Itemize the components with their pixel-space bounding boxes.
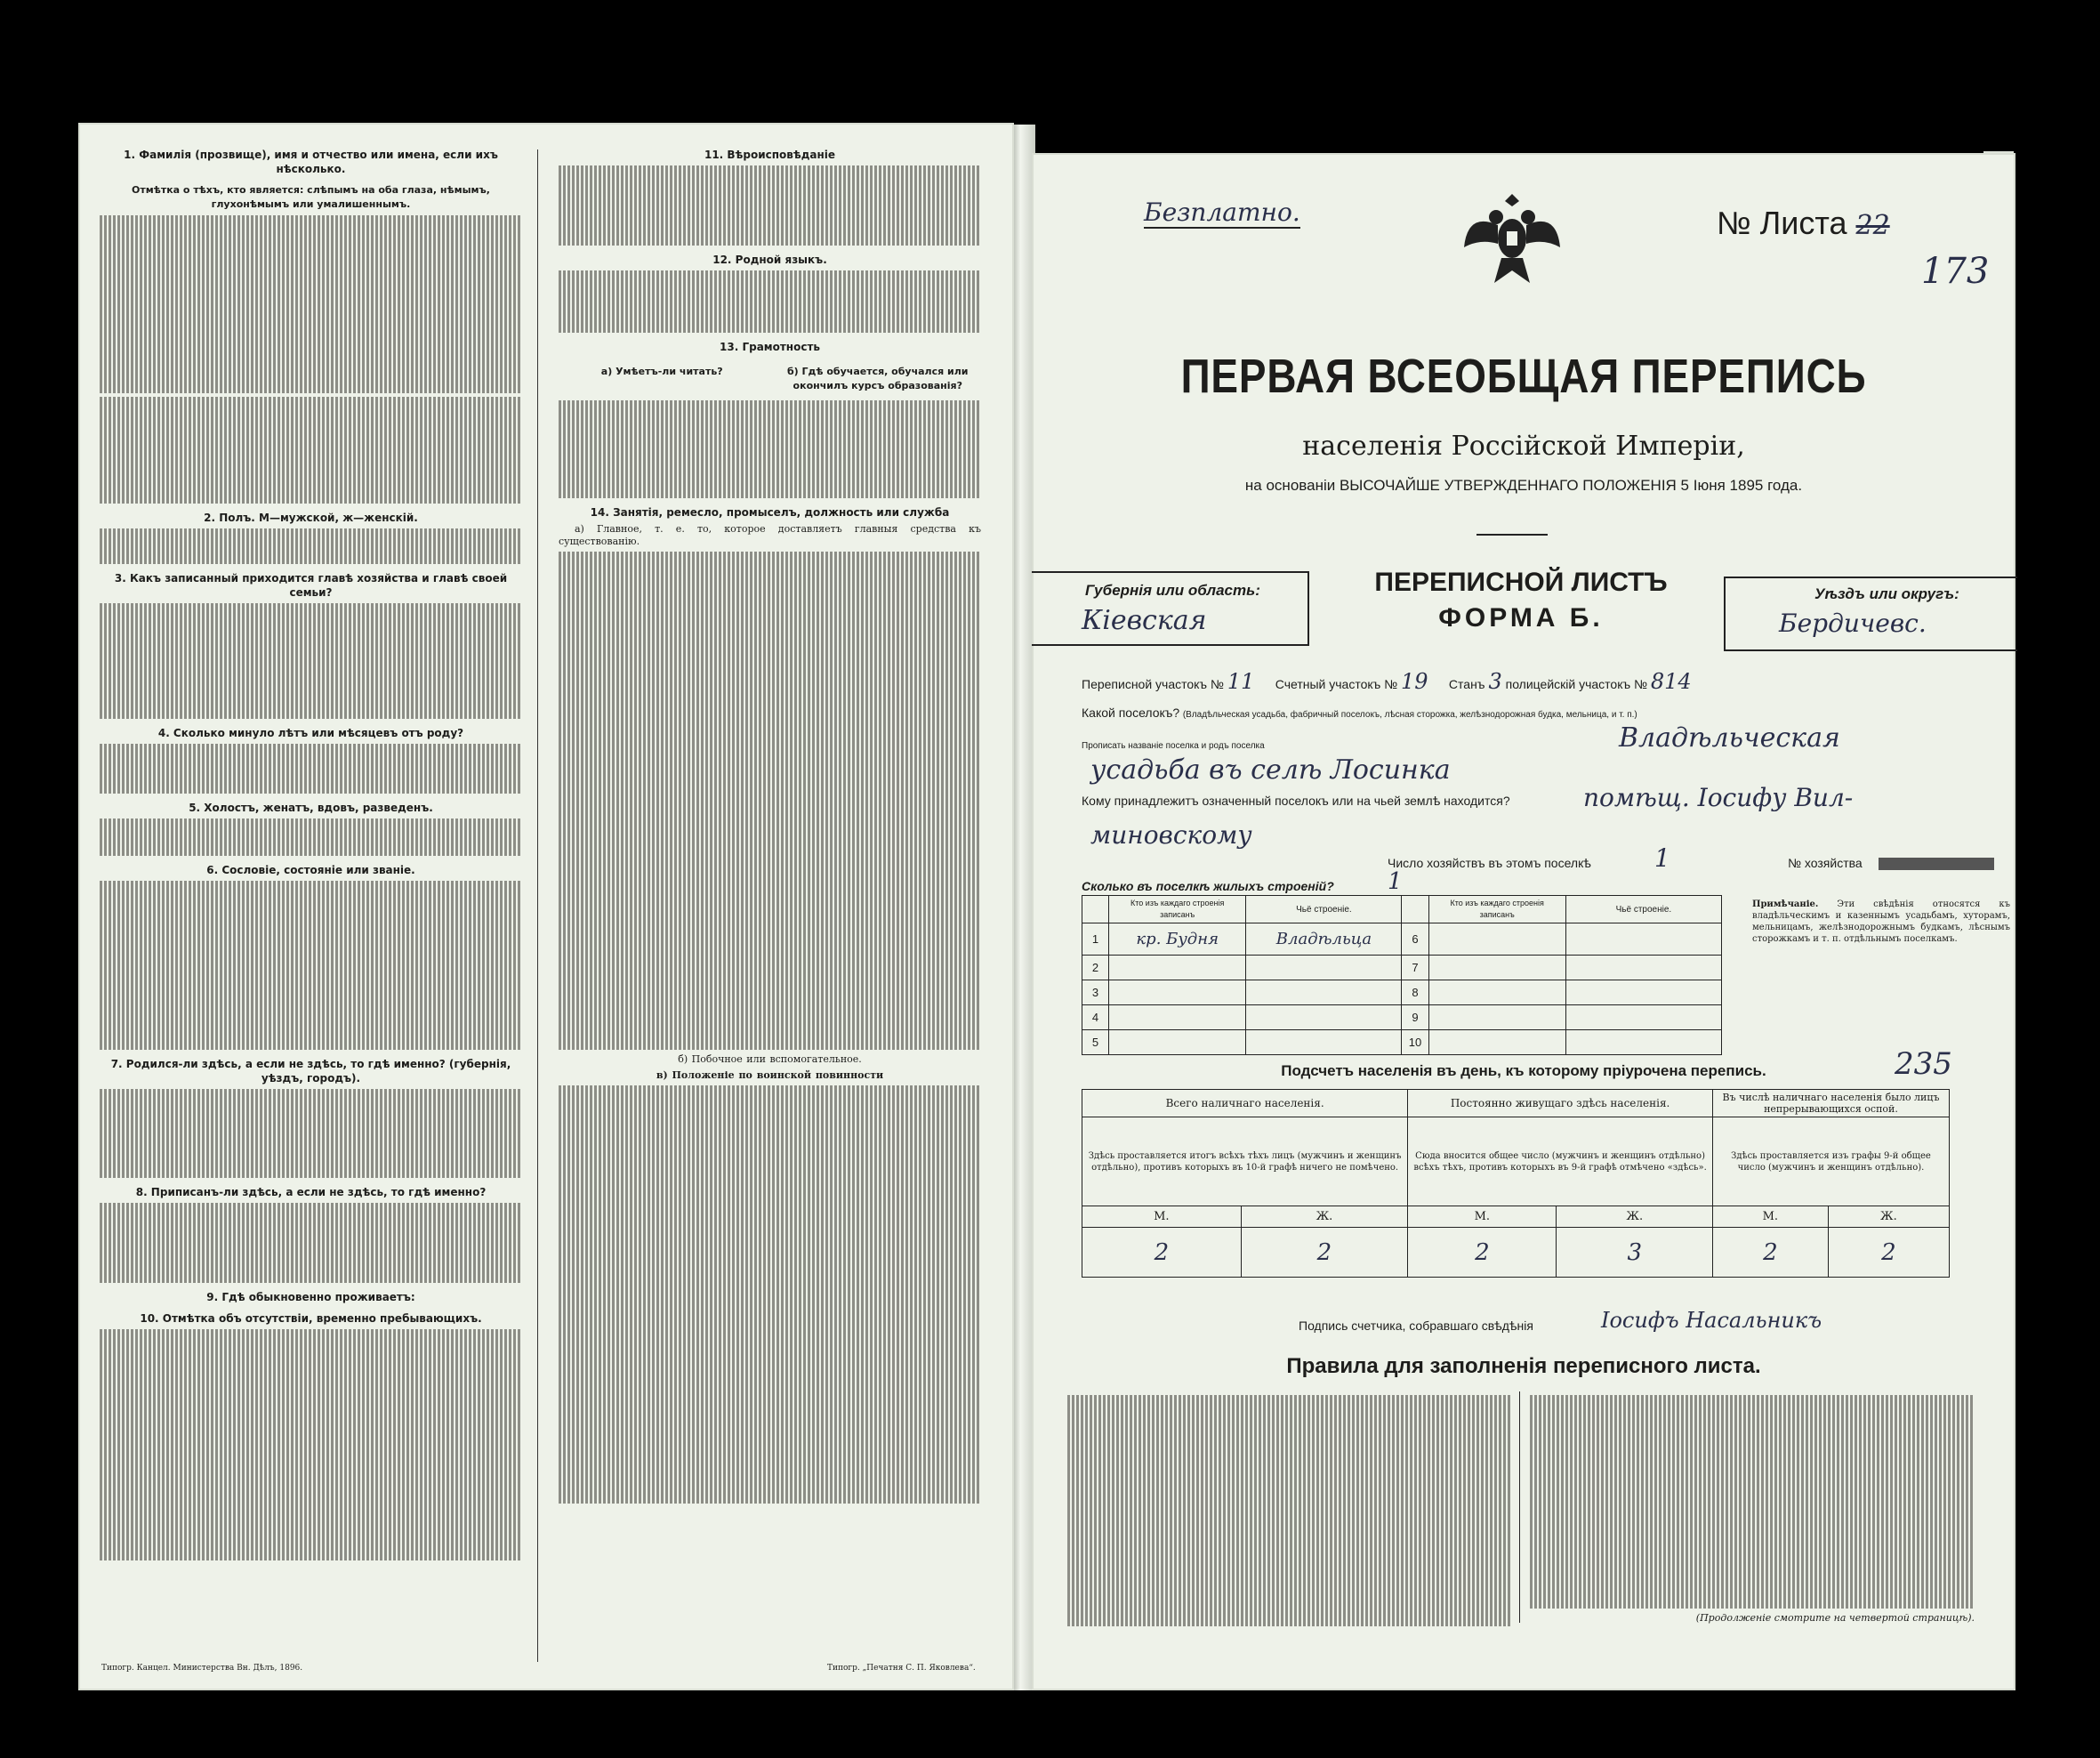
province-value: Кіевская [1082,605,1207,636]
body-text-block [559,552,981,1050]
right-page-census-form [1032,153,2016,1690]
q14-sub-c: в) Положеніе по воинской повинности [656,1069,884,1081]
q7-title: 7. Родился-ли здѣсь, а если не здѣсь, то гдѣ именно? (губернія, уѣздъ, городъ). [110,1058,511,1085]
q1-note: Отмѣтка о тѣхъ, кто является: слѣпымъ на оба глаза, нѣмымъ, глухонѣмымъ или умалишеннымъ. [132,184,490,210]
body-text-block [100,881,522,1050]
population-count-table: Всего наличнаго населенія. Постоянно живущаго здѣсь населенія. Въ числѣ наличнаго населенія было лицъ непрерывающихся оспой. Здѣсь проставляется итогъ всѣхъ тѣхъ лицъ (мужчинъ и женщинъ отдѣльно), противъ которыхъ въ 10-й графѣ ничего не помѣчено. Сюда вносится общее число (мужчинъ и женщинъ отдѣльно) всѣхъ тѣхъ, противъ которыхъ въ 9-й графѣ отмѣчено «здѣсь». Здѣсь проставляется изъ графы 9-й общее число (мужчинъ и женщинъ отдѣльно). М. Ж. М. Ж. М. Ж. 2 2 2 3 2 2 [1082,1089,1950,1278]
body-text-block [100,397,522,504]
left-footer-2: Типогр. „Печатня С. П. Яковлева“. [827,1664,976,1673]
q13b-title: б) Гдѣ обучается, обучался или окончилъ курсъ образованія? [787,366,969,391]
count-title: Подсчетъ населенія въ день, къ которому пріурочена перепись. [1281,1062,1766,1079]
body-text-block [100,215,522,393]
q14-sub-a: а) Главное, т. е. то, которое доставляетъ главныя средства къ существованію. [559,523,981,547]
body-text-block [1067,1395,1512,1626]
table-row: 2 7 [1082,956,1722,980]
district-box [1724,577,2017,651]
count-col-desc: Сюда вносится общее число (мужчинъ и женщинъ отдѣльно) всѣхъ тѣхъ, противъ которыхъ въ 9-й графѣ отмѣчено «здѣсь». [1408,1117,1713,1206]
left-footer-1: Типогр. Канцел. Министерства Вн. Дѣлъ, 1896. [101,1664,303,1673]
owner-label: Кому принадлежитъ означенный поселокъ или на чьей землѣ находится? [1082,794,1510,808]
bld-col-head: Кто изъ каждаго строенія записанъ [1428,896,1565,923]
column-divider [537,149,538,1662]
signature-value: Іосифъ Насальникъ [1601,1308,1822,1333]
q10-title: 10. Отмѣтка объ отсутствіи, временно пребывающихъ. [140,1312,482,1325]
sheet-number-struck: 22 [1855,210,1890,241]
bld-col-head: Кто изъ каждаго строенія записанъ [1109,896,1246,923]
instructions-column-2 [559,141,981,1507]
count-col-head: Всего наличнаго населенія. [1082,1090,1408,1117]
body-text-block [100,528,522,564]
police-value: 814 [1650,669,1692,694]
q13-title: 13. Грамотность [720,341,820,353]
q1-title: 1. Фамилія (прозвище), имя и отчество или имена, если ихъ нѣсколько. [124,149,498,175]
rules-footer: (Продолженіе смотрите на четвертой страницѣ). [1695,1612,1975,1624]
settlement-hint-2: Прописать названіе поселка и родъ поселка [1082,741,1265,751]
q11-title: 11. Вѣроисповѣданіе [704,149,836,161]
count-col-desc: Здѣсь проставляется итогъ всѣхъ тѣхъ лицъ (мужчинъ и женщинъ отдѣльно), противъ которыхъ въ 10-й графѣ ничего не помѣчено. [1082,1117,1408,1206]
census-subtitle: населенія Россійской Имперіи, [1302,431,1745,462]
households-value: 1 [1654,843,1670,873]
imperial-eagle-emblem [1459,185,1565,292]
instructions-column-1 [100,141,522,1564]
rules-divider [1519,1391,1520,1623]
district-label: Уѣздъ или округъ: [1814,585,1959,602]
body-text-block [100,819,522,856]
body-text-block [100,744,522,794]
q12-title: 12. Родной языкъ. [712,254,827,266]
q8-title: 8. Приписанъ-ли здѣсь, а если не здѣсь, то гдѣ именно? [135,1186,487,1198]
q9-title: 9. Гдѣ обыкновенно проживаетъ: [206,1291,415,1303]
household-no-label: № хозяйства [1788,856,1863,870]
signature-label: Подпись счетчика, собравшаго свѣдѣнія [1299,1318,1533,1333]
buildings-label: Сколько въ поселкѣ жилыхъ строеній? [1082,879,1334,893]
buildings-table [1082,895,1722,1055]
q6-title: 6. Сословіе, состояніе или званіе. [206,864,415,876]
bld-col-head: Чьё строеніе. [1246,896,1402,923]
count-col-desc: Здѣсь проставляется изъ графы 9-й общее число (мужчинъ и женщинъ отдѣльно). [1712,1117,1949,1206]
form-subtitle: ФОРМА Б. [1438,603,1604,633]
census-section-value: 11 [1227,669,1255,694]
sheet-number-handwritten: 173 [1921,251,1990,292]
settlement-value-2: усадьба въ селѣ Лосинка [1090,754,1451,786]
table-row: 3 8 [1082,980,1722,1005]
q14-title: 14. Занятія, ремесло, промыселъ, должность или служба [590,506,950,519]
body-text-block [100,1203,522,1283]
sheet-number: № Листа 22 [1717,205,1890,241]
q14-sub-b: б) Побочное или вспомогательное. [678,1053,862,1065]
body-text-block [1530,1395,1975,1609]
table-row: 4 9 [1082,1005,1722,1030]
count-col-head: Постоянно живущаго здѣсь населенія. [1408,1090,1713,1117]
rules-column-1 [1067,1391,1512,1630]
left-page [78,123,1014,1690]
divider [1476,534,1548,536]
owner-value-1: помѣщ. Іосифу Вил- [1583,783,1854,812]
q3-title: 3. Какъ записанный приходится главѣ хозяйства и главѣ своей семьи? [114,572,508,599]
q2-title: 2. Полъ. М—мужской, ж—женскій. [204,512,418,524]
household-no-redacted [1879,858,1994,870]
buildings-value: 1 [1388,868,1403,895]
census-basis: на основаніи ВЫСОЧАЙШЕ УТВЕРЖДЕННАГО ПОЛОЖЕНІЯ 5 Іюня 1895 года. [1244,477,1803,494]
form-title: ПЕРЕПИСНОЙ ЛИСТЪ [1374,568,1668,597]
count-col-head: Въ числѣ наличнаго населенія было лицъ непрерывающихся оспой. [1712,1090,1949,1117]
body-text-block [559,165,981,246]
body-text-block [100,1089,522,1178]
form-title-block [1325,568,1717,633]
body-text-block [100,1329,522,1560]
q4-title: 4. Сколько минуло лѣтъ или мѣсяцевъ отъ роду? [157,727,464,739]
table-row: 5 10 [1082,1030,1722,1055]
rules-title: Правила для заполненія переписного листа. [1286,1354,1761,1378]
body-text-block [100,603,522,719]
census-title: ПЕРВАЯ ВСЕОБЩАЯ ПЕРЕПИСЬ [1180,350,1867,403]
settlement-question: Какой поселокъ? (Владѣльческая усадьба, фабричный поселокъ, лѣсная сторожка, желѣзнодорожная будка, мельница, и т. п.) [1082,706,1637,720]
body-text-block [559,1085,981,1504]
district-value: Бердичевс. [1779,609,1927,638]
buildings-note: Примѣчаніе. Эти свѣдѣнія относятся къ владѣльческимъ и казеннымъ усадьбамъ, хуторамъ, мельницамъ, желѣзнодорожнымъ будкамъ, лѣснымъ сторожкамъ и т. п. отдѣльнымъ поселкамъ. [1752,899,2010,944]
q13a-title: а) Умѣетъ-ли читать? [600,366,723,377]
count-handwritten-total: 235 [1895,1046,1952,1082]
free-label: Безплатно. [1144,198,1300,227]
q5-title: 5. Холостъ, женатъ, вдовъ, разведенъ. [189,802,433,814]
counting-section-value: 19 [1401,669,1428,694]
owner-value-2: миновскому [1090,820,1252,850]
province-label: Губернія или область: [1085,582,1260,599]
stan-value: 3 [1488,669,1502,694]
body-text-block [559,400,981,498]
count-values-row: 2 2 2 3 2 2 [1082,1228,1950,1278]
body-text-block [559,270,981,333]
rules-column-2 [1530,1391,1975,1625]
settlement-value-1: Владѣльческая [1619,722,1840,754]
province-box [1032,571,1309,646]
section-numbers-line: Переписной участокъ № 11 Счетный участокъ № 19 Станъ 3 полицейскій участокъ № 814 [1082,669,1692,694]
bld-col-head: Чьё строеніе. [1565,896,1721,923]
households-label: Число хозяйствъ въ этомъ поселкѣ [1388,856,1591,870]
table-row: 1 кр. Будня Владѣльца 6 [1082,923,1722,956]
